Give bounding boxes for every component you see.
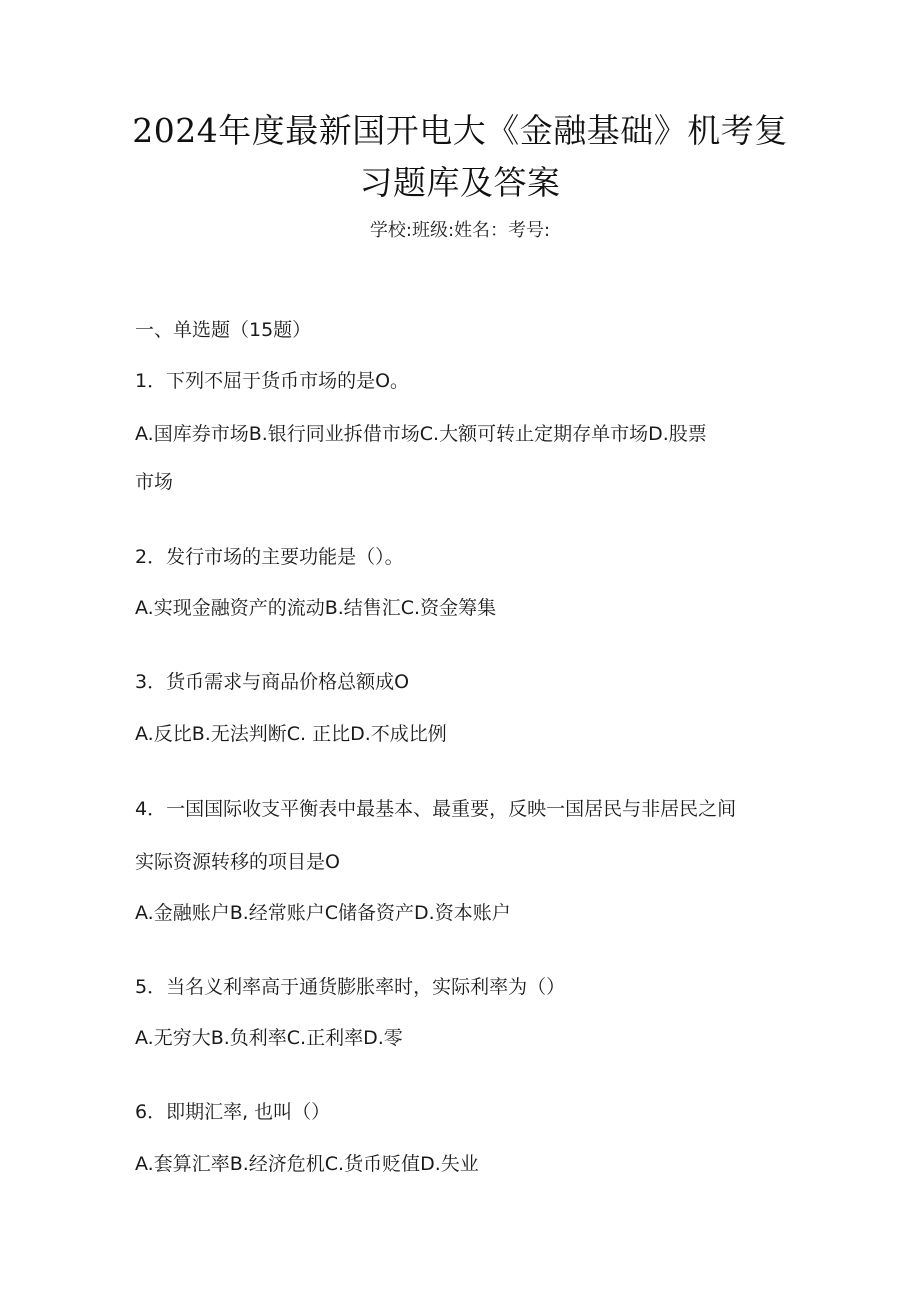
document-title-line-2: 习题库及答案 [359, 163, 561, 202]
document-title-line-1: 2024年度最新国开电大《金融基础》机考复 [132, 111, 788, 150]
question-4-stem-cont: 实际资源转移的项目是O [135, 851, 340, 873]
question-5-options: A.无穷大B.负利率C.正利率D.零 [135, 1027, 403, 1049]
question-1-options: A.国库券市场B.银行同业拆借市场C.大额可转止定期存单市场D.股票 [135, 423, 707, 445]
student-info-line: 学校:班级:姓名：考号: [369, 220, 551, 241]
question-1-stem: 1．下列不屈于货币市场的是O。 [135, 370, 410, 392]
question-2-options: A.实现金融资产的流动B.结售汇C.资金筹集 [135, 597, 497, 619]
section-heading: 一、单选题（15题） [135, 319, 312, 341]
question-3-stem: 3．货币需求与商品价格总额成O [135, 671, 410, 693]
question-3-options: A.反比B.无法判断C. 正比D.不成比例 [135, 723, 447, 745]
question-6-stem: 6．即期汇率, 也叫（） [135, 1101, 331, 1123]
question-4-options: A.金融账户B.经常账户C储备资产D.资本账户 [135, 902, 511, 924]
question-2-stem: 2．发行市场的主要功能是（）。 [135, 546, 404, 568]
question-6-options: A.套算汇率B.经济危机C.货币贬值D.失业 [135, 1153, 479, 1175]
question-5-stem: 5．当名义利率高于通货膨胀率时，实际利率为（） [135, 976, 566, 998]
question-1-options-cont: 市场 [135, 471, 174, 493]
question-4-stem: 4．一国国际收支平衡表中最基本、最重要，反映一国居民与非居民之间 [135, 798, 737, 820]
